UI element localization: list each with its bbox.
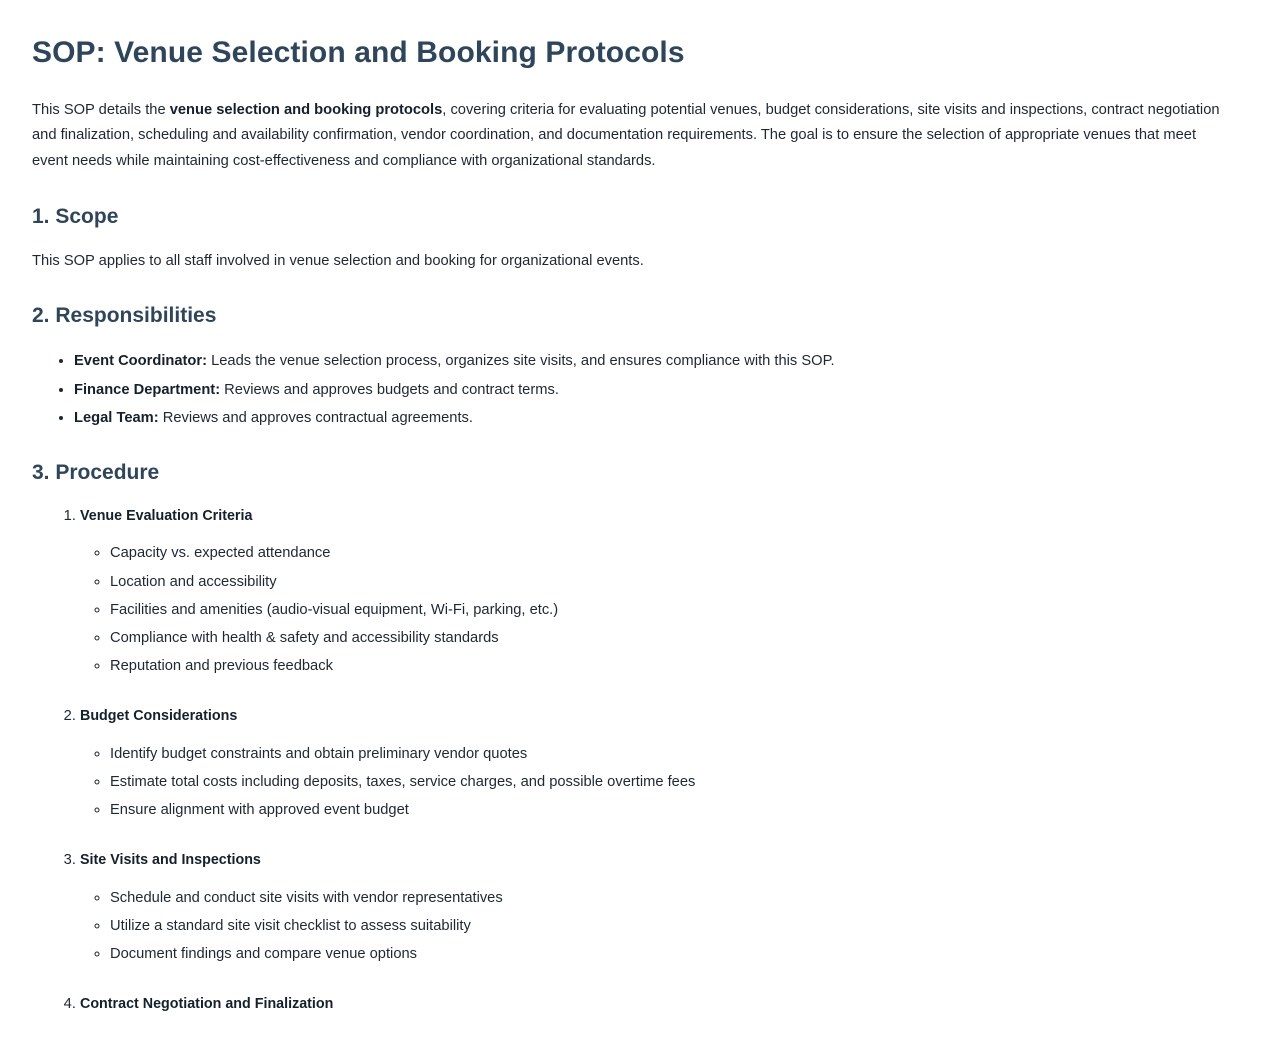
list-item: ◦ Identify budget constraints and obtain preliminary vendor quotes [110,741,1231,767]
list-item [80,705,1231,823]
procedure-step-title: Venue Evaluation Criteria [80,507,253,524]
responsibility-text: Reviews and approves contractual agreements. [158,409,473,426]
list-item [80,849,1231,967]
intro-bold-term: venue selection and booking protocols [169,101,443,118]
intro-lead: This SOP details the [32,101,170,118]
list-item: ◦ Reputation and previous feedback [110,653,1231,679]
list-item: ◦ Ensure alignment with approved event budget [110,797,1231,823]
scope-paragraph: This SOP applies to all staff involved in venue selection and booking for organizational events. [32,252,644,269]
procedure-step-points [80,741,1231,823]
procedure-list [32,505,1231,1017]
list-item [74,377,1231,403]
responsibilities-list [32,348,1231,430]
responsibility-role: Event Coordinator: [74,353,208,370]
procedure-step-points [80,885,1231,967]
list-item [74,348,1231,374]
responsibility-text: Leads the venue selection process, organizes site visits, and ensures compliance with this SOP. [207,353,835,370]
section-heading-procedure: 3. Procedure [32,460,160,484]
list-item: ◦ Facilities and amenities (audio-visual equipment, Wi-Fi, parking, etc.) [110,597,1231,623]
procedure-step-points [80,540,1231,679]
intro-rest: , covering criteria for evaluating potential venues, budget considerations, site visits and inspections, contract negotiation and finalization, scheduling and availability confirmation, vendor coordination, and documentation requirements. The goal is to ensure the selection of appropriate venues that meet event needs while maintaining cost-effectiveness and compliance with organizational standards. [32,101,1220,169]
procedure-step-title: Budget Considerations [80,708,238,725]
list-item: ◦ Schedule and conduct site visits with vendor representatives [110,885,1231,911]
procedure-step-title: Contract Negotiation and Finalization [80,996,334,1013]
responsibility-text: Reviews and approves budgets and contract terms. [220,381,559,398]
list-item: ◦ Compliance with health & safety and accessibility standards [110,625,1231,651]
list-item [80,505,1231,679]
responsibility-role: Legal Team: [74,409,159,426]
list-item: ◦ Document findings and compare venue options [110,941,1231,967]
list-item: ◦ Location and accessibility [110,569,1231,595]
list-item [74,405,1231,431]
intro-paragraph [32,98,1231,175]
list-item: ◦ Estimate total costs including deposits, taxes, service charges, and possible overtime fees [110,769,1231,795]
list-item: ◦ Capacity vs. expected attendance [110,540,1231,566]
page-title: SOP: Venue Selection and Booking Protocols [32,36,685,69]
procedure-step-title: Site Visits and Inspections [80,852,261,869]
list-item [80,993,1231,1017]
section-heading-scope: 1. Scope [32,204,119,228]
list-item: ◦ Utilize a standard site visit checklist to assess suitability [110,913,1231,939]
responsibility-role: Finance Department: [74,381,221,398]
section-heading-responsibilities: 2. Responsibilities [32,304,217,328]
